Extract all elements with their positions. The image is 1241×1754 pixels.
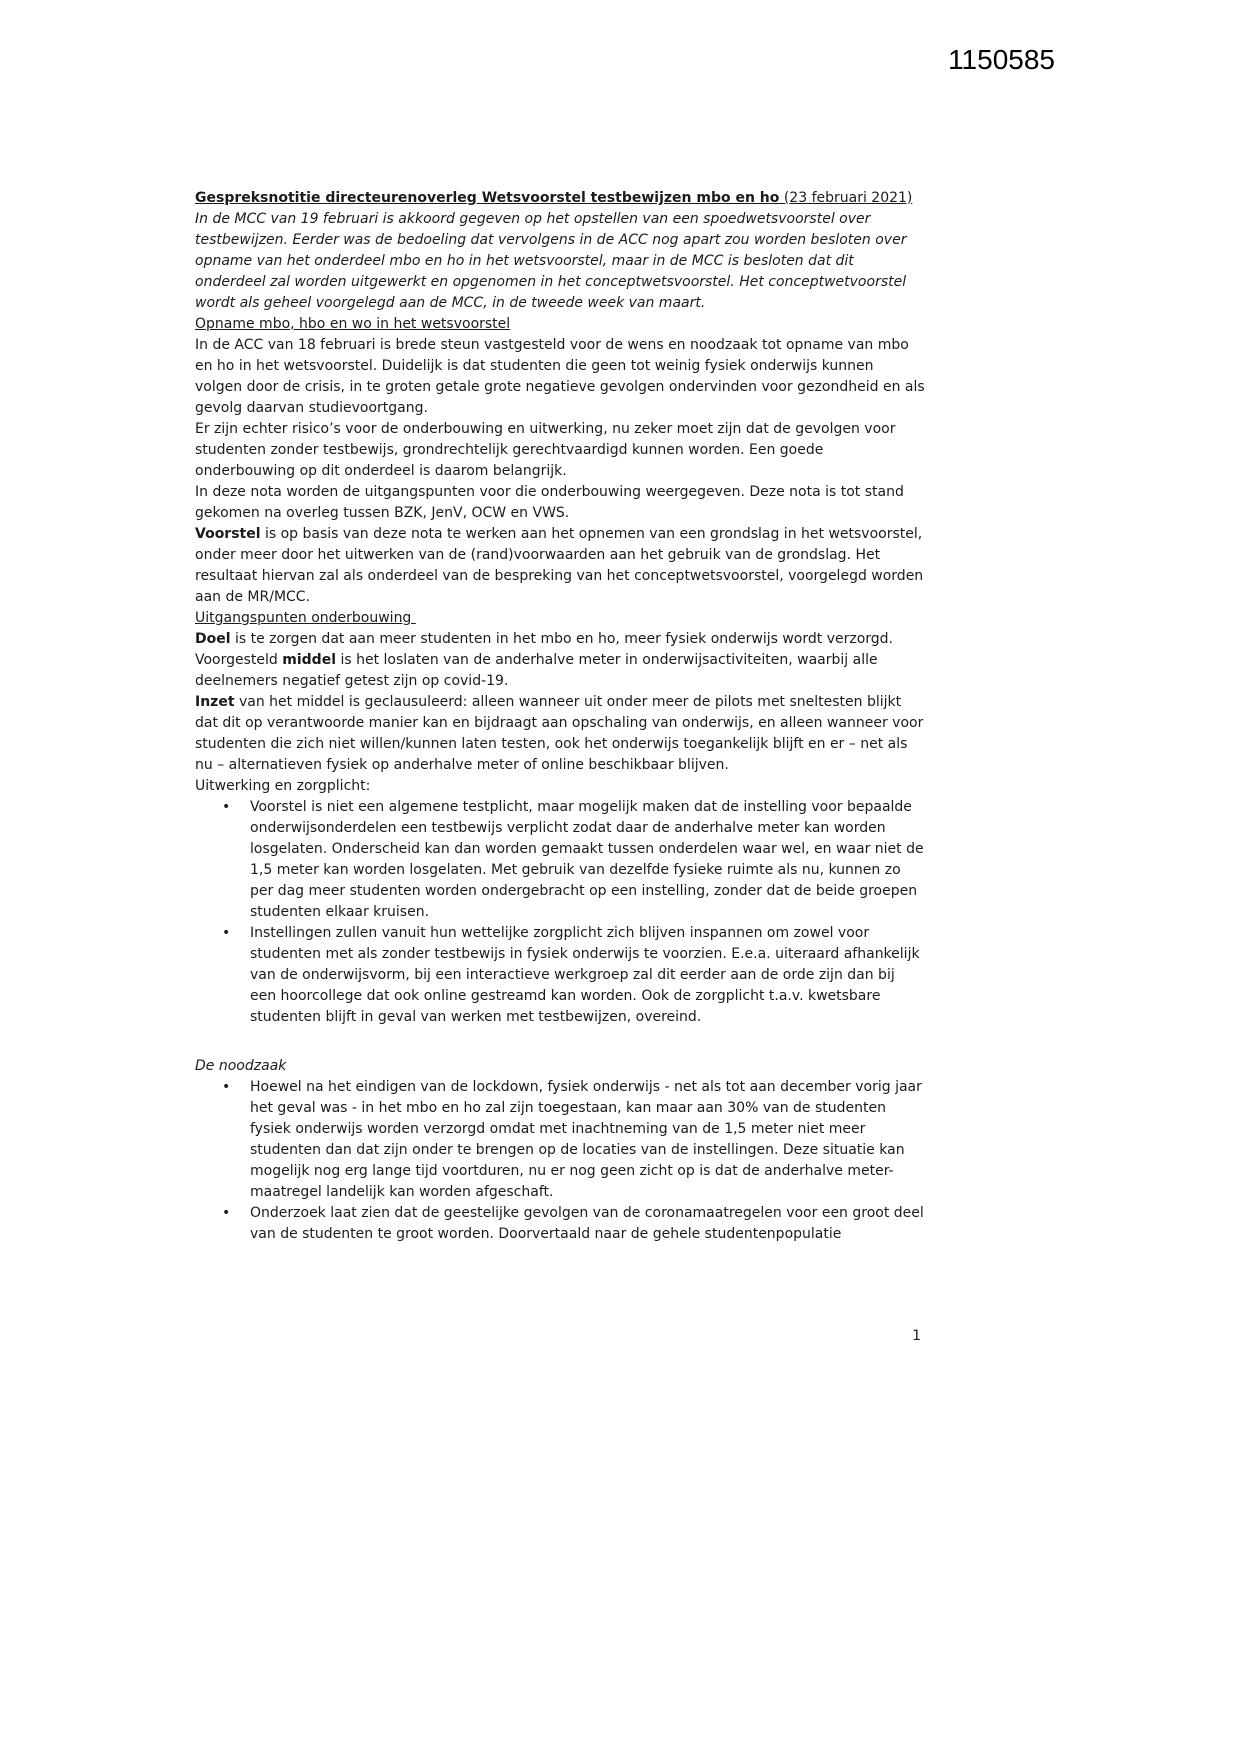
paragraph-opname-3: In deze nota worden de uitgangspunten voor die onderbouwing weergegeven. Deze nota is tot stand gekomen na overleg tussen BZK, JenV, OCW en VWS. bbox=[195, 484, 904, 521]
section-heading-uitwerking: Uitwerking en zorgplicht: bbox=[195, 778, 371, 794]
inzet-text: van het middel is geclausuleerd: alleen wanneer uit onder meer de pilots met sneltesten blijkt dat dit op verantwoorde manier kan en bijdraagt aan opschaling van onderwijs, en alleen wanneer voor studenten die zich niet willen/kunnen laten testen, ook het onderwijs toegankelijk blijft en er – net als nu – alternatieven fysiek op anderhalve meter of online beschikbaar blijven. bbox=[195, 694, 924, 773]
doel-text: is te zorgen dat aan meer studenten in het mbo en ho, meer fysiek onderwijs wordt verzorgd. bbox=[230, 631, 894, 647]
paragraph-middel bbox=[195, 650, 925, 692]
intro-paragraph: In de MCC van 19 februari is akkoord gegeven op het opstellen van een spoedwetsvoorstel over testbewijzen. Eerder was de bedoeling dat vervolgens in de ACC nog apart zou worden besloten over opname van het onderdeel mbo en ho in het wetsvoorstel, maar in de MCC is besloten dat dit onderdeel zal worden uitgewerkt en opgenomen in het conceptwetsvoorstel. Het conceptwetvoorstel wordt als geheel voorgelegd aan de MCC, in de tweede week van maart. bbox=[195, 211, 907, 311]
document-title bbox=[195, 188, 925, 209]
section-heading-opname: Opname mbo, hbo en wo in het wetsvoorstel bbox=[195, 316, 511, 332]
bullet-text: Hoewel na het eindigen van de lockdown, fysiek onderwijs - net als tot aan december vorig jaar het geval was - in het mbo en ho zal zijn toegestaan, kan maar aan 30% van de studenten fysiek onderwijs worden verzorgd omdat met inachtneming van de 1,5 meter niet meer studenten dan dat zijn onder te brengen op de locaties van de instellingen. Deze situatie kan mogelijk nog erg lange tijd voortduren, nu er nog geen zicht op is dat de anderhalve meter-maatregel landelijk kan worden afgeschaft. bbox=[250, 1079, 922, 1200]
middel-text: is het loslaten van de anderhalve meter in onderwijsactiviteiten, waarbij alle deelnemers negatief getest zijn op covid-19. bbox=[195, 652, 878, 689]
list-item bbox=[250, 923, 925, 1028]
voorstel-text: is op basis van deze nota te werken aan het opnemen van een grondslag in het wetsvoorstel, onder meer door het uitwerken van de (rand)voorwaarden aan het gebruik van de grondslag. Het resultaat hiervan zal als onderdeel van de bespreking van het conceptwetsvoorstel, voorgelegd worden aan de MR/MCC. bbox=[195, 526, 924, 605]
voorstel-lead: Voorstel bbox=[195, 526, 261, 542]
bullet-text: Instellingen zullen vanuit hun wettelijke zorgplicht zich blijven inspannen om zowel voor studenten met als zonder testbewijs in fysiek onderwijs te voorzien. E.e.a. uiteraard afhankelijk van de onderwijsvorm, bij een interactieve werkgroep zal dit eerder aan de orde zijn dan bij een hoorcollege dat ook online gestreamd kan worden. Ook de zorgplicht t.a.v. kwetsbare studenten blijft in geval van werken met testbewijzen, overeind. bbox=[250, 925, 920, 1025]
section-heading-uitgangspunten: Uitgangspunten onderbouwing bbox=[195, 610, 416, 626]
list-item bbox=[250, 1077, 925, 1203]
middel-lead: middel bbox=[282, 652, 336, 668]
bullet-text: Onderzoek laat zien dat de geestelijke gevolgen van de coronamaatregelen voor een groot deel van de studenten te groot worden. Doorvertaald naar de gehele studentenpopulatie bbox=[250, 1205, 924, 1242]
bullet-text: Voorstel is niet een algemene testplicht, maar mogelijk maken dat de instelling voor bepaalde onderwijsonderdelen een testbewijs verplicht zodat daar de anderhalve meter kan worden losgelaten. Onderscheid kan dan worden gemaakt tussen onderdelen waar wel, en waar niet de 1,5 meter kan worden losgelaten. Met gebruik van dezelfde fysieke ruimte als nu, kunnen zo per dag meer studenten worden ondergebracht op een instelling, zonder dat de beide groepen studenten elkaar kruisen. bbox=[250, 799, 924, 920]
paragraph-opname-1: In de ACC van 18 februari is brede steun vastgesteld voor de wens en noodzaak tot opname van mbo en ho in het wetsvoorstel. Duidelijk is dat studenten die geen tot weinig fysiek onderwijs kunnen volgen door de crisis, in te groten getale grote negatieve gevolgen ondervinden voor gezondheid en als gevolg daarvan studievoortgang. bbox=[195, 337, 925, 416]
title-main-text: Gespreksnotitie directeurenoverleg Wetsvoorstel testbewijzen mbo en ho bbox=[195, 190, 780, 206]
page-number: 1 bbox=[912, 1328, 921, 1344]
title-underline bbox=[195, 190, 912, 206]
section-heading-noodzaak: De noodzaak bbox=[195, 1058, 287, 1074]
inzet-lead: Inzet bbox=[195, 694, 235, 710]
noodzaak-bullet-list bbox=[195, 1077, 925, 1245]
paragraph-opname-2: Er zijn echter risico’s voor de onderbouwing en uitwerking, nu zeker moet zijn dat de gevolgen voor studenten zonder testbewijs, grondrechtelijk gerechtvaardigd kunnen worden. Een goede onderbouwing op dit onderdeel is daarom belangrijk. bbox=[195, 421, 896, 479]
title-date-text: (23 februari 2021) bbox=[779, 190, 913, 206]
document-number: 1150585 bbox=[948, 44, 1055, 75]
list-item bbox=[250, 797, 925, 923]
document-content bbox=[195, 188, 925, 1245]
paragraph-doel bbox=[195, 629, 925, 650]
middel-pre-text: Voorgesteld bbox=[195, 652, 283, 668]
uitwerking-bullet-list bbox=[195, 797, 925, 1028]
paragraph-voorstel bbox=[195, 524, 925, 608]
doel-lead: Doel bbox=[195, 631, 231, 647]
paragraph-inzet bbox=[195, 692, 925, 776]
list-item bbox=[250, 1203, 925, 1245]
